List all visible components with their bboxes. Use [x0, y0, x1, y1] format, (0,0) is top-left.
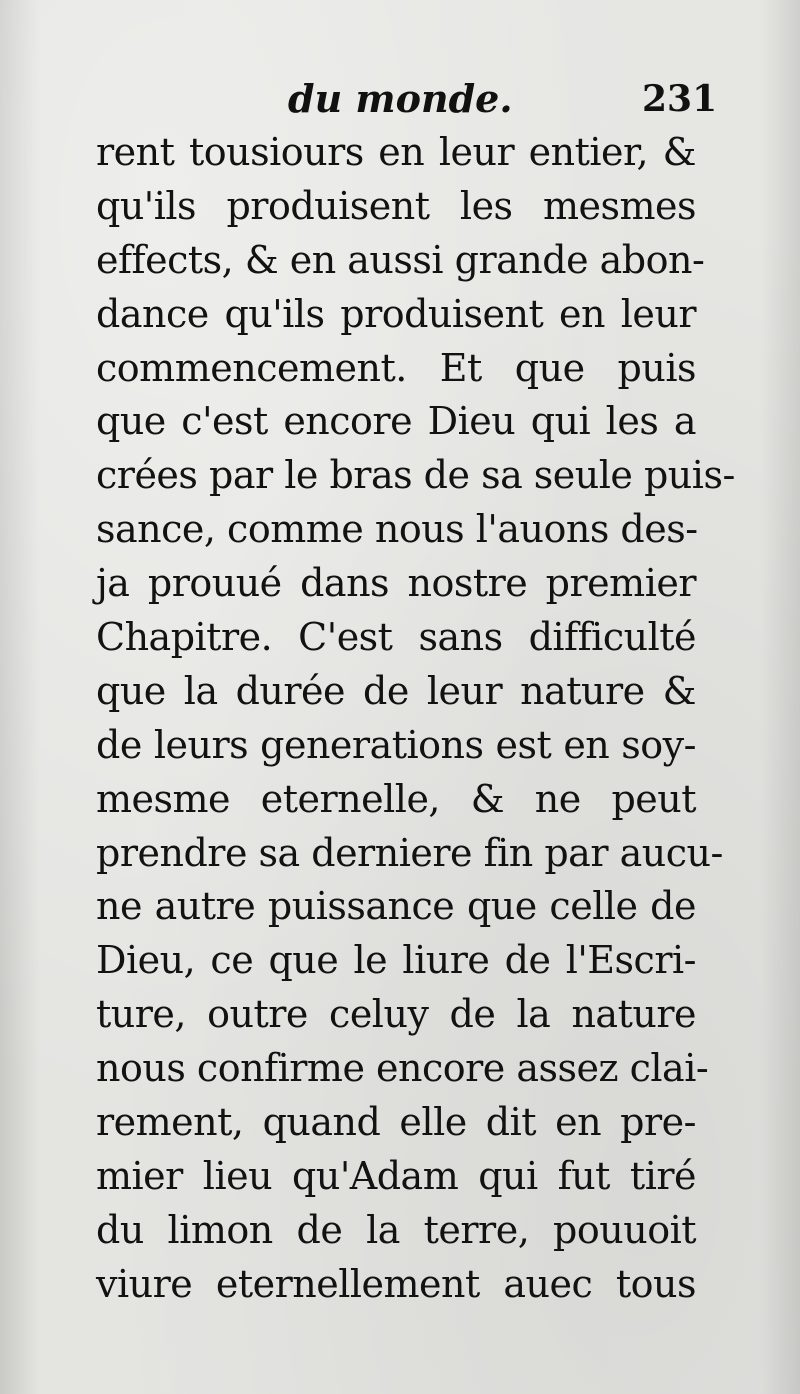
text-line: du limon de la terre, pouuoit [96, 1207, 696, 1252]
text-line: nous confirme encore assez clai- [96, 1046, 709, 1091]
text-line: prendre sa derniere fin par aucu- [96, 830, 723, 875]
text-line: sance, comme nous l'auons des- [96, 507, 698, 552]
text-line: mier lieu qu'Adam qui fut tiré [96, 1153, 696, 1198]
running-title: du monde. [288, 76, 513, 121]
text-line: que la durée de leur nature & [96, 668, 696, 713]
text-line: Chapitre. C'est sans difficulté [96, 615, 696, 660]
page-number: 231 [642, 78, 718, 120]
body-text [96, 126, 735, 1312]
text-line: ture, outre celuy de la nature [96, 992, 696, 1037]
text-line: crées par le bras de sa seule puis- [96, 453, 735, 498]
text-line: qu'ils produisent les mesmes [96, 183, 696, 228]
text-line: dance qu'ils produisent en leur [96, 291, 696, 336]
text-line: commencement. Et que puis [96, 345, 696, 390]
text-line: effects, & en aussi grande abon- [96, 237, 705, 282]
text-line: rement, quand elle dit en pre- [96, 1100, 696, 1145]
text-line: que c'est encore Dieu qui les a [96, 399, 696, 444]
text-line: Dieu, ce que le liure de l'Escri- [96, 938, 696, 983]
running-head [0, 74, 800, 124]
text-line: ne autre puissance que celle de [96, 884, 696, 929]
text-line: ja prouué dans nostre premier [96, 561, 696, 606]
text-line: de leurs generations est en soy- [96, 722, 696, 767]
text-line: mesme eternelle, & ne peut [96, 776, 696, 821]
text-line: rent tousiours en leur entier, & [96, 130, 696, 174]
text-line: viure eternellement auec tous [96, 1261, 696, 1306]
